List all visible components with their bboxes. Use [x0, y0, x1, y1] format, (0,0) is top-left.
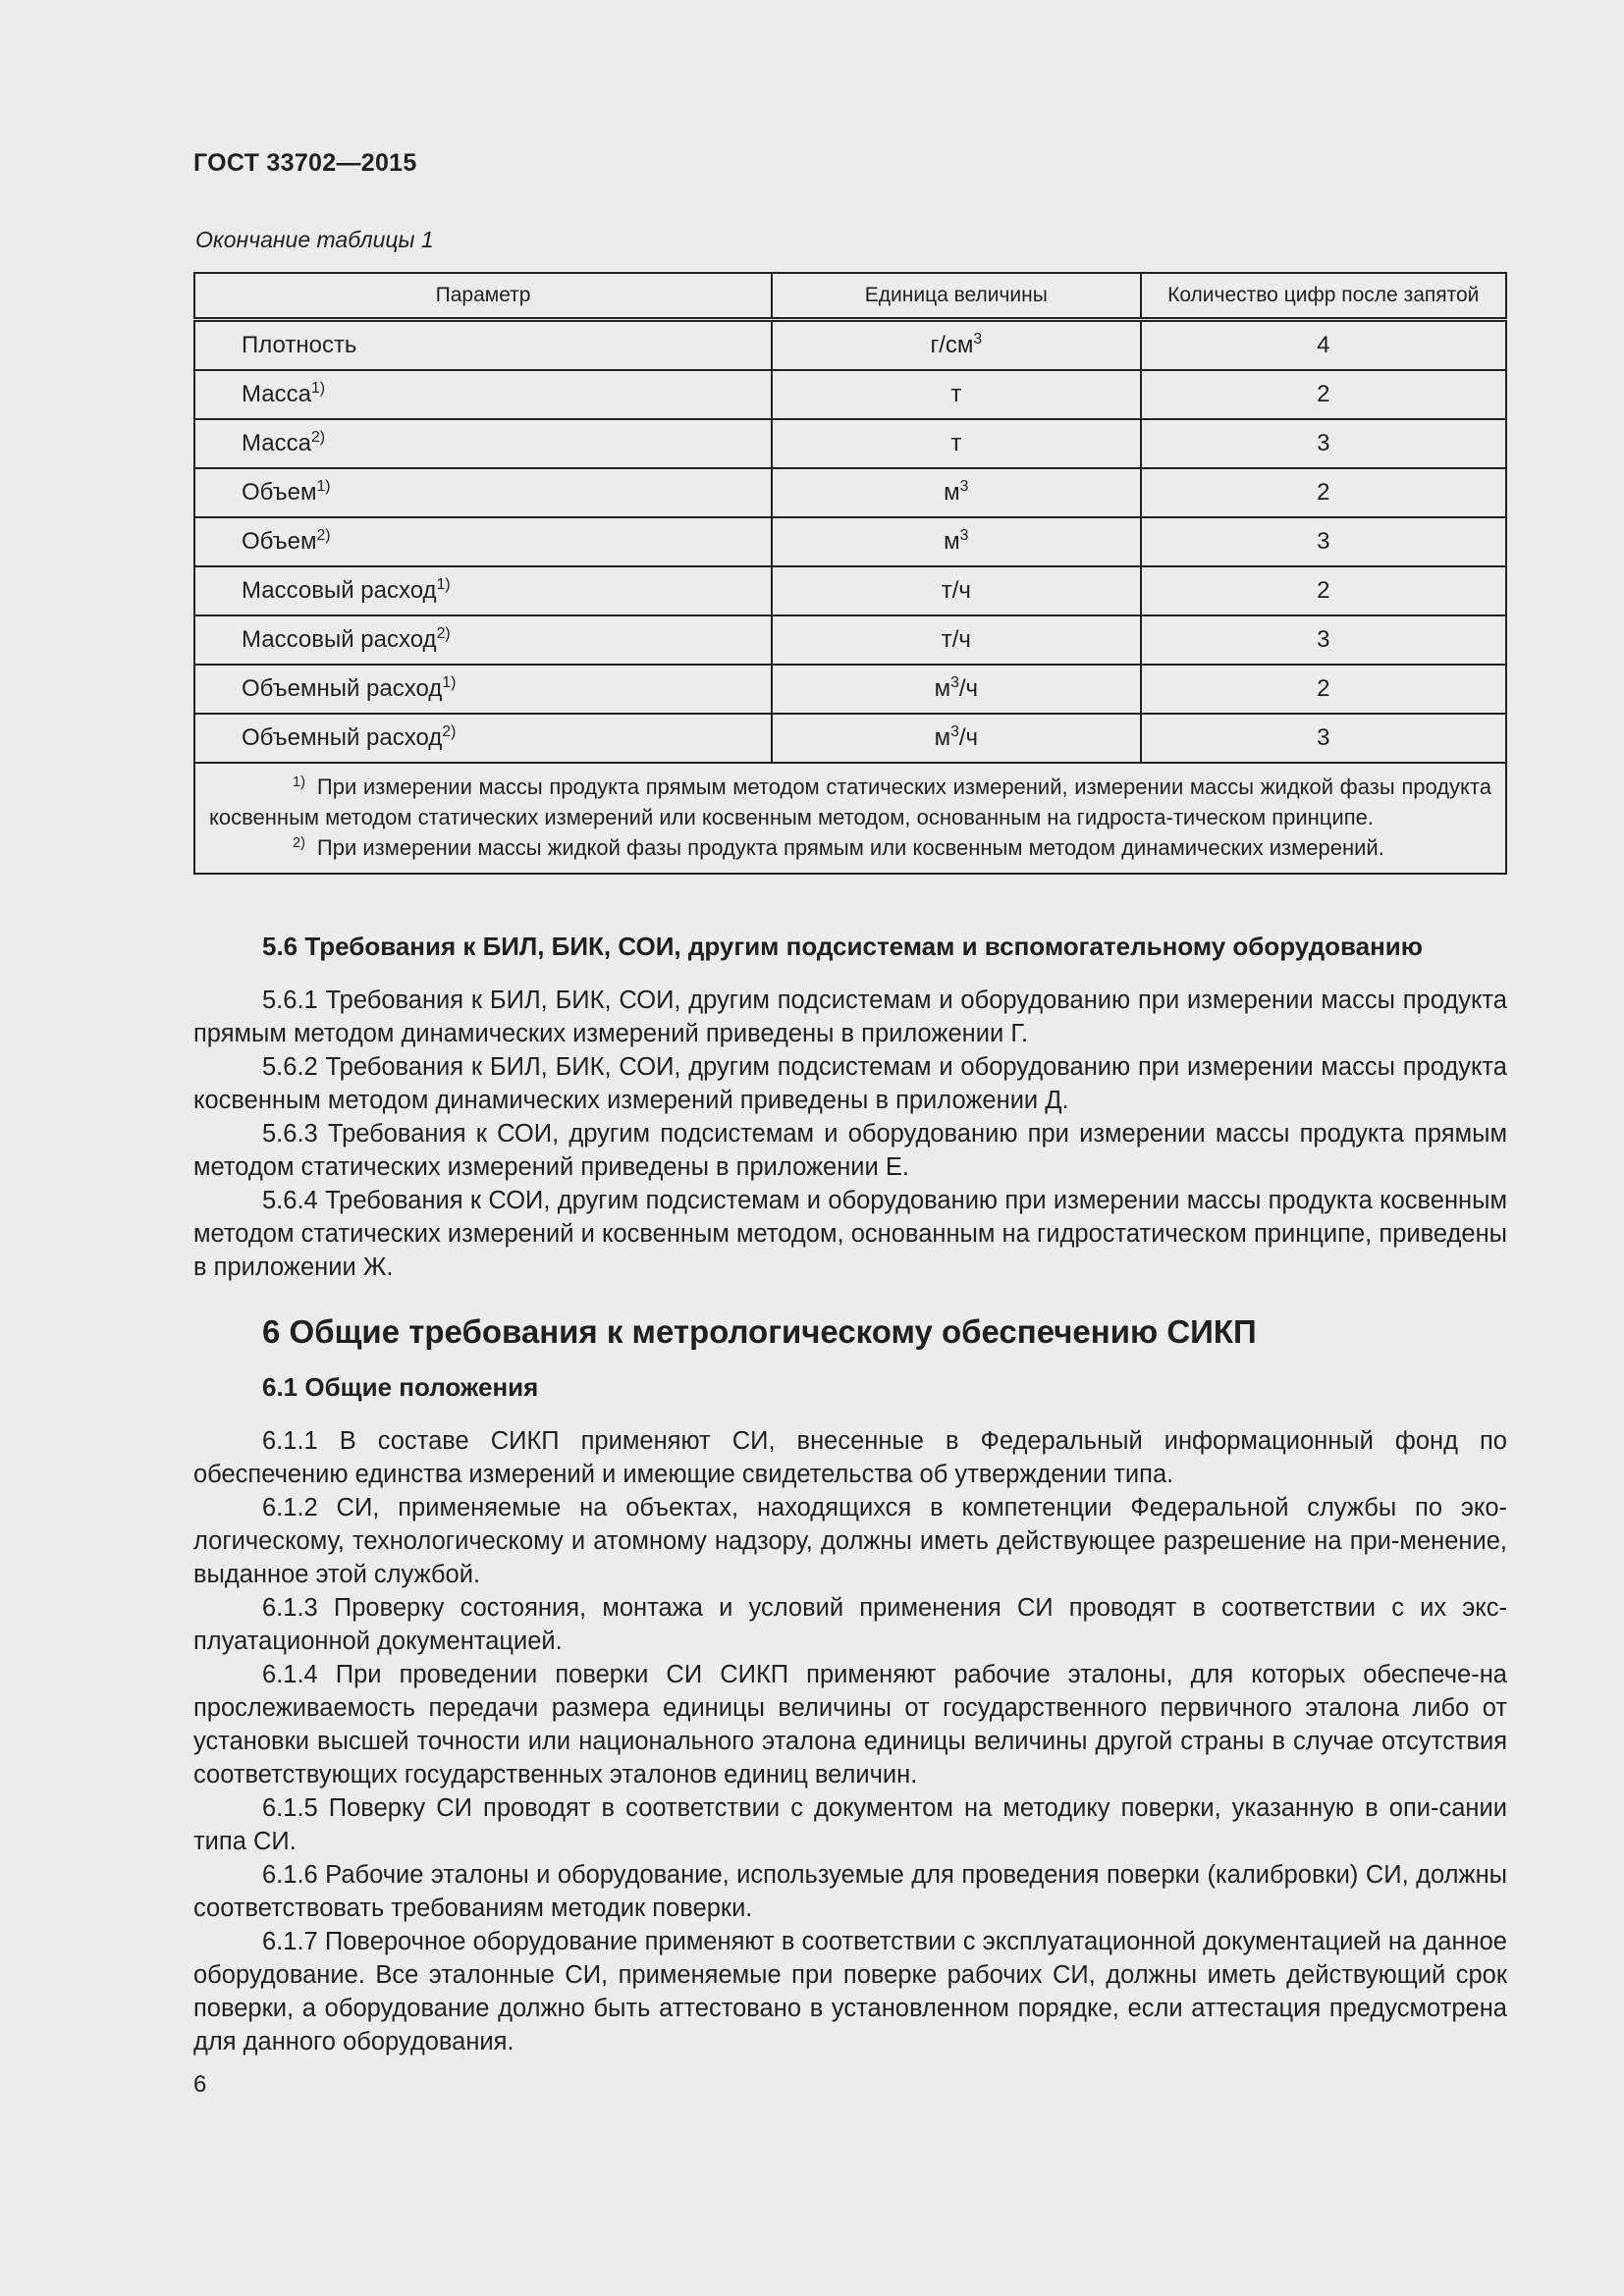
footnote-mark: 2) — [442, 723, 457, 740]
cell-parameter — [194, 714, 772, 763]
unit-tail: /ч — [958, 675, 979, 702]
paragraph: 5.6.4 Требования к СОИ, другим подсистемам и оборудованию при измерении массы продукта косвенным методом статических измерений и косвенным методом, основанным на гидростатическом принципе, приведены в приложении Ж. — [193, 1187, 1507, 1281]
cell-unit — [772, 468, 1140, 517]
note-text: При измерении массы жидкой фазы продукта прямым или косвенным методом динамических измерений. — [316, 835, 1384, 860]
cell-unit — [772, 714, 1140, 763]
cell-digits: 3 — [1141, 517, 1506, 566]
unit-exponent: 3 — [950, 723, 959, 740]
document-id: ГОСТ 33702—2015 — [193, 149, 417, 177]
unit-text: т — [950, 381, 962, 407]
cell-unit — [772, 517, 1140, 566]
unit-text: т — [950, 430, 962, 456]
footnote-mark: 2) — [436, 625, 451, 642]
unit-tail: /ч — [958, 724, 979, 751]
note-text: При измерении массы продукта прямым методом статических измерений, измерении массы жидкой фазы продукта косвенным методом статических измерений или косвенным методом, основанным на гидроста-тическом принципе. — [209, 774, 1491, 829]
paragraph: 5.6.3 Требования к СОИ, другим подсистемам и оборудованию при измерении массы продукта прямым методом статических измерений приведены в приложении Е. — [193, 1120, 1507, 1181]
table-note — [209, 832, 1491, 863]
unit-text: т/ч — [941, 577, 971, 604]
unit-exponent: 3 — [959, 527, 969, 544]
paragraph: 6.1.2 СИ, применяемые на объектах, находящихся в компетенции Федеральной службы по эко-логическому, технологическому и атомному надзору, должны иметь действующее разрешение на при-менение, выданное этой службой. — [193, 1494, 1507, 1588]
paragraph: 6.1.5 Поверку СИ проводят в соответствии с документом на методику поверки, указанную в опи-сании типа СИ. — [193, 1794, 1507, 1855]
column-header-digits: Количество цифр после запятой — [1141, 273, 1506, 320]
cell-digits: 2 — [1141, 665, 1506, 714]
cell-unit — [772, 665, 1140, 714]
note-mark: 2) — [293, 834, 305, 851]
table-note — [209, 772, 1491, 832]
unit-exponent: 3 — [950, 674, 959, 691]
table-caption: Окончание таблицы 1 — [195, 227, 434, 252]
table-row — [194, 468, 1506, 517]
paragraph: 5.6.2 Требования к БИЛ, БИК, СОИ, другим подсистемам и оборудованию при измерении массы продукта косвенным методом динамических измерений приведены в приложении Д. — [193, 1053, 1507, 1114]
cell-parameter — [194, 370, 772, 419]
table-row — [194, 615, 1506, 665]
table-row — [194, 320, 1506, 371]
cell-digits: 3 — [1141, 419, 1506, 468]
cell-digits: 3 — [1141, 615, 1506, 665]
footnote-mark: 1) — [442, 674, 457, 691]
footnote-mark: 1) — [436, 576, 451, 593]
section-heading: 6 Общие требования к метрологическому обеспечению СИКП — [262, 1313, 1257, 1350]
parameter-name: Плотность — [242, 332, 357, 358]
table-row — [194, 665, 1506, 714]
column-header-parameter: Параметр — [194, 273, 772, 320]
column-header-unit: Единица величины — [772, 273, 1140, 320]
cell-digits: 3 — [1141, 714, 1506, 763]
cell-unit — [772, 566, 1140, 615]
table-header-row — [194, 273, 1506, 320]
unit-text: г/см — [930, 332, 974, 358]
parameter-name: Объемный расход — [242, 724, 443, 751]
unit-exponent: 3 — [973, 331, 983, 347]
cell-parameter — [194, 665, 772, 714]
unit-text: м — [944, 479, 960, 506]
cell-unit — [772, 419, 1140, 468]
table-row — [194, 370, 1506, 419]
paragraph: 6.1.4 При проведении поверки СИ СИКП применяют рабочие эталоны, для которых обеспече-на прослеживаемость передачи размера единицы величины от государственного первичного эталона либо от установки высшей точности или национального эталона единицы величины другой страны в случае отсутствия соответствующих государственных эталонов единиц величин. — [193, 1661, 1507, 1789]
unit-text: м — [934, 724, 951, 751]
unit-text: м — [944, 528, 960, 555]
cell-unit — [772, 615, 1140, 665]
table-row — [194, 714, 1506, 763]
cell-parameter — [194, 566, 772, 615]
section-6 — [193, 1313, 1507, 2058]
table-notes — [194, 763, 1506, 874]
page-number: 6 — [193, 2071, 207, 2098]
cell-digits: 2 — [1141, 370, 1506, 419]
paragraph: 6.1.6 Рабочие эталоны и оборудование, используемые для проведения поверки (калибровки) СИ, должны соответствовать требованиям методик поверки. — [193, 1861, 1507, 1922]
unit-text: т/ч — [941, 626, 971, 653]
paragraph: 6.1.1 В составе СИКП применяют СИ, внесенные в Федеральный информационный фонд по обеспечению единства измерений и имеющие свидетельства об утверждении типа. — [193, 1427, 1507, 1488]
table-row — [194, 419, 1506, 468]
subsection-heading: 6.1 Общие положения — [262, 1372, 539, 1402]
cell-parameter — [194, 320, 772, 371]
parameter-name: Масса — [242, 381, 311, 407]
table-notes-row — [194, 763, 1506, 874]
footnote-mark: 2) — [310, 429, 326, 446]
unit-exponent: 3 — [959, 478, 969, 495]
cell-digits: 4 — [1141, 320, 1506, 371]
parameter-name: Массовый расход — [242, 626, 437, 653]
parameter-name: Масса — [242, 430, 311, 456]
cell-parameter — [194, 468, 772, 517]
section-heading: 5.6 Требования к БИЛ, БИК, СОИ, другим подсистемам и вспомогательному оборудованию — [262, 932, 1423, 961]
paragraph: 6.1.3 Проверку состояния, монтажа и условий применения СИ проводят в соответствии с их экс-плуатационной документацией. — [193, 1594, 1507, 1655]
note-mark: 1) — [293, 774, 305, 790]
footnote-mark: 1) — [316, 478, 331, 495]
cell-parameter — [194, 615, 772, 665]
table-row — [194, 566, 1506, 615]
paragraph: 5.6.1 Требования к БИЛ, БИК, СОИ, другим подсистемам и оборудованию при измерении массы продукта прямым методом динамических измерений приведены в приложении Г. — [193, 987, 1507, 1047]
paragraph: 6.1.7 Поверочное оборудование применяют в соответствии с эксплуатационной документацией на данное оборудование. Все эталонные СИ, применяемые при поверке рабочих СИ, должны иметь действующий срок поверки, а оборудование должно быть аттестовано в установленном порядке, если аттестация предусмотрена для данного оборудования. — [193, 1928, 1507, 2056]
parameters-table — [193, 272, 1507, 875]
table-row — [194, 517, 1506, 566]
parameter-name: Объемный расход — [242, 675, 443, 702]
cell-digits: 2 — [1141, 566, 1506, 615]
cell-parameter — [194, 419, 772, 468]
cell-parameter — [194, 517, 772, 566]
footnote-mark: 1) — [310, 380, 326, 397]
cell-digits: 2 — [1141, 468, 1506, 517]
unit-text: м — [934, 675, 951, 702]
parameter-name: Объем — [242, 479, 317, 506]
cell-unit — [772, 320, 1140, 371]
parameter-name: Массовый расход — [242, 577, 437, 604]
cell-unit — [772, 370, 1140, 419]
section-5-6 — [193, 932, 1507, 1284]
parameter-name: Объем — [242, 528, 317, 555]
footnote-mark: 2) — [316, 527, 331, 544]
